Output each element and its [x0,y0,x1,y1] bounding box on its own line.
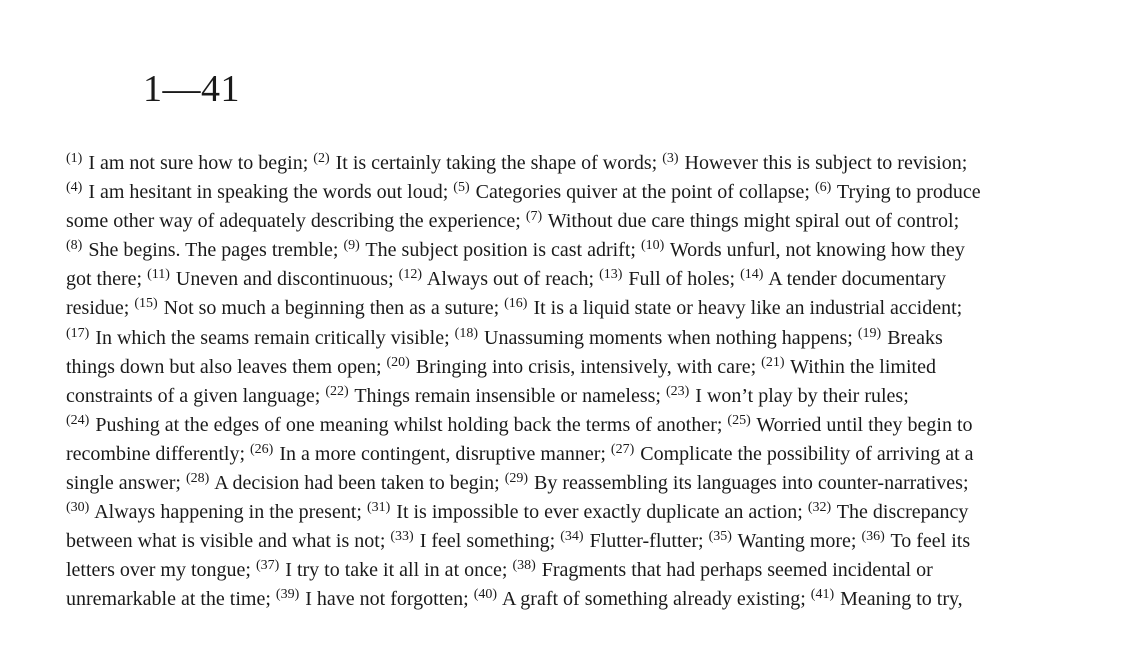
clause-text: residue; [66,297,135,320]
text-line [66,266,1076,295]
clause-number: (36) [861,529,885,545]
text-line [66,383,1076,412]
clause-text: got there; [66,268,148,291]
clause-text: things down but also leaves them open; [66,355,387,378]
clause-number: (23) [665,383,690,399]
clause-text: Complicate the possibility of arriving at a [635,442,974,465]
clause-number: (33) [390,529,414,545]
text-line [66,499,1076,528]
clause-number: (2) [313,151,330,166]
clause-number: (37) [255,558,280,574]
clause-number: (9) [343,238,360,254]
clause-text: Things remain insensible or nameless; [349,384,666,407]
clause-text: It is a liquid state or heavy like an industrial accident; [528,297,963,320]
clause-number: (40) [473,587,498,603]
clause-number: (12) [398,267,422,283]
clause-number: (30) [66,500,90,516]
clause-text: recombine differently; [66,442,251,465]
clause-number: (27) [610,441,635,457]
clause-text: Always out of reach; [422,268,600,291]
text-line [66,237,1076,266]
clause-text: Without due care things might spiral out of control; [543,210,960,233]
clause-number: (38) [512,558,536,574]
text-line [66,528,1076,557]
clause-number: (19) [857,325,882,341]
clause-text: I am hesitant in speaking the words out loud; [83,181,454,204]
clause-number: (18) [454,325,478,341]
clause-number: (24) [66,412,90,428]
clause-text: However this is subject to revision; [679,152,968,174]
clause-number: (11) [147,267,170,283]
clause-number: (16) [504,296,528,312]
clause-number: (21) [761,354,785,370]
clause-text: A decision had been taken to begin; [210,472,505,495]
clause-text: constraints of a given language; [66,384,326,407]
clause-text: Fragments that had perhaps seemed incidental or [536,559,933,582]
clause-number: (25) [727,412,751,428]
body-paragraph [66,150,1076,616]
clause-text: Within the limited [785,355,936,378]
clause-text: I am not sure how to begin; [83,152,314,174]
clause-text: I have not forgotten; [300,588,474,611]
clause-text: Trying to produce [832,181,981,204]
clause-text: Bringing into crisis, intensively, with care; [410,355,762,378]
clause-number: (26) [250,441,274,457]
clause-text: Breaks [882,326,943,349]
clause-text: unremarkable at the time; [66,588,276,611]
clause-text: Always happening in the present; [90,501,367,524]
page-title: 1—41 [143,68,240,110]
text-line [66,208,1076,237]
text-line [66,441,1076,470]
text-line [66,557,1076,586]
clause-text: Full of holes; [623,268,741,291]
clause-text: She begins. The pages tremble; [83,239,344,262]
clause-number: (41) [810,587,835,603]
clause-text: A tender documentary [764,268,947,291]
clause-text: A graft of something already existing; [498,588,811,611]
clause-number: (6) [814,180,832,196]
clause-text: In which the seams remain critically visible; [90,326,455,349]
clause-text: Wanting more; [732,530,862,553]
clause-number: (8) [66,238,83,254]
clause-text: I try to take it all in at once; [280,559,513,582]
clause-text: Worried until they begin to [751,413,973,436]
clause-text: Categories quiver at the point of collapse; [470,181,815,204]
clause-number: (1) [66,151,83,166]
text-line [66,325,1076,354]
text-line [66,295,1076,324]
clause-number: (10) [640,238,665,254]
text-line [66,412,1076,441]
clause-text: I feel something; [414,530,561,553]
clause-number: (32) [807,500,832,516]
clause-text: It is certainly taking the shape of words; [330,152,663,174]
clause-text: Uneven and discontinuous; [170,268,399,291]
clause-number: (14) [740,267,764,283]
text-line [66,354,1076,383]
clause-text: single answer; [66,472,186,495]
clause-text: To feel its [885,530,971,553]
clause-text: Meaning to try, [835,588,963,611]
clause-text: between what is visible and what is not; [66,530,391,553]
clause-number: (4) [66,180,83,196]
clause-text: I won’t play by their rules; [690,384,909,407]
clause-number: (13) [599,267,623,283]
clause-text: letters over my tongue; [66,559,256,582]
clause-number: (31) [366,500,391,516]
clause-text: Words unfurl, not knowing how they [665,239,965,262]
clause-number: (28) [185,471,210,487]
clause-text: The discrepancy [832,501,969,524]
clause-number: (15) [134,296,158,312]
clause-number: (29) [504,471,529,487]
clause-number: (20) [386,354,410,370]
clause-text: Not so much a beginning then as a suture; [158,297,505,320]
clause-number: (34) [560,529,584,545]
text-line [66,470,1076,499]
clause-number: (3) [662,151,679,166]
clause-text: Unassuming moments when nothing happens; [479,326,858,349]
text-line [66,179,1076,208]
clause-number: (22) [325,383,349,399]
clause-number: (17) [66,325,90,341]
text-line [66,586,1076,615]
clause-text: The subject position is cast adrift; [360,239,641,262]
clause-text: some other way of adequately describing the experience; [66,210,526,233]
clause-number: (5) [453,180,470,196]
clause-text: Pushing at the edges of one meaning whilst holding back the terms of another; [90,413,728,436]
clause-number: (39) [275,587,300,603]
clause-number: (7) [525,209,543,225]
clause-text: In a more contingent, disruptive manner; [274,442,611,465]
clause-text: Flutter-flutter; [584,530,709,553]
clause-text: It is impossible to ever exactly duplicate an action; [391,501,808,524]
clause-number: (35) [708,529,732,545]
clause-text: By reassembling its languages into counter-narratives; [529,472,969,495]
text-line [66,150,1076,179]
